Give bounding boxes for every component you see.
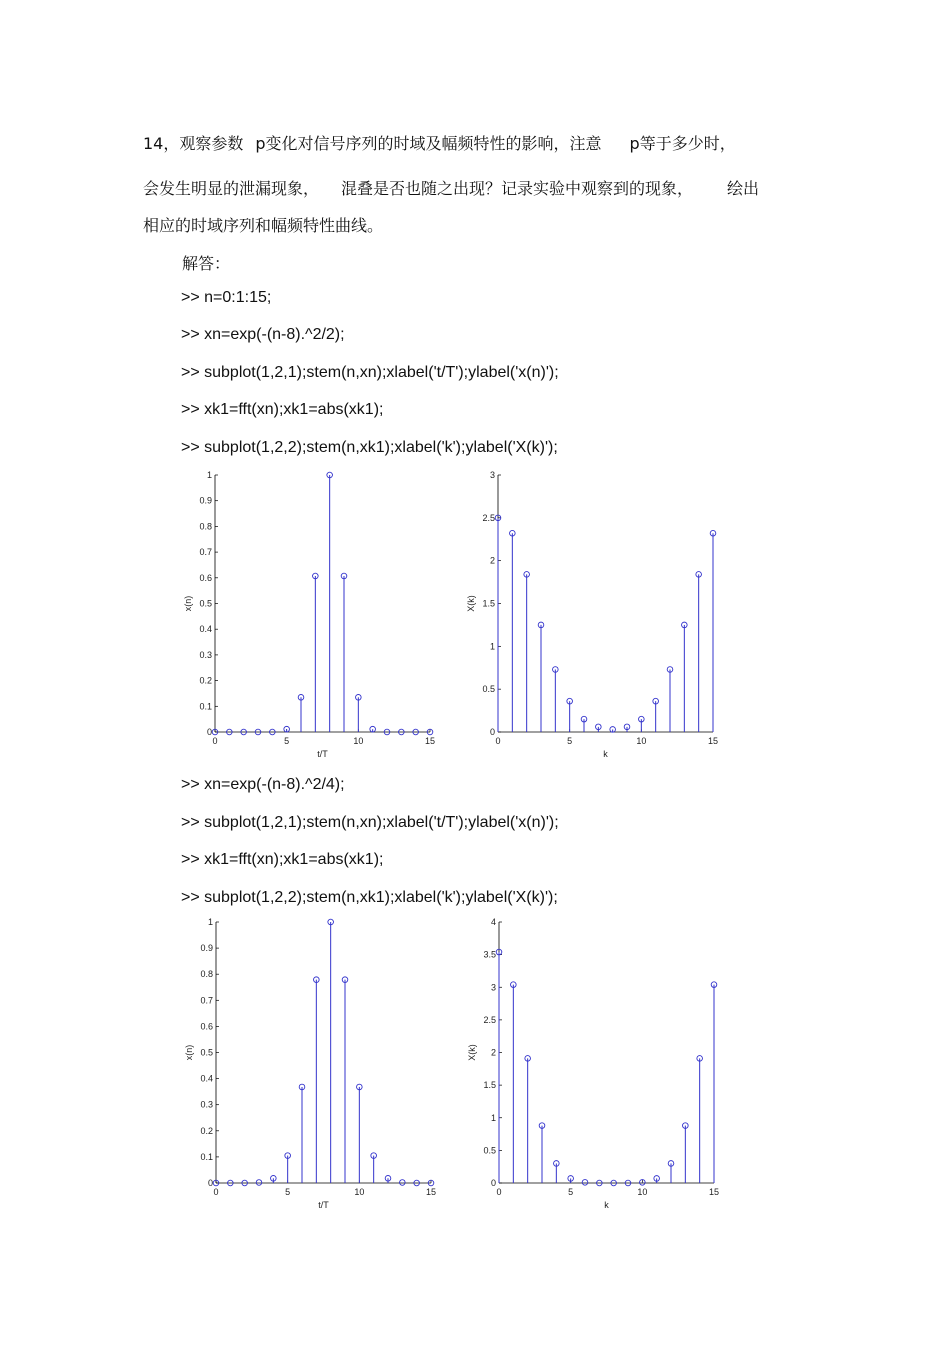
x-tick-label: 5	[285, 1187, 291, 1197]
y-tick-label: 0.7	[200, 995, 213, 1006]
x-tick-label: 0	[212, 736, 218, 746]
y-tick-label: 0	[490, 1178, 496, 1188]
x-tick-label: 15	[424, 736, 436, 746]
y-tick-label: 0.6	[200, 1021, 213, 1032]
answer-label: 解答：	[182, 254, 231, 273]
x-tick-label: 15	[425, 1187, 437, 1197]
y-tick-label: 2	[489, 555, 495, 566]
y-tick-label: 0	[489, 727, 495, 737]
y-axis-label: X(k)	[466, 595, 476, 612]
question-line-1	[143, 131, 736, 154]
y-tick-label: 3.5	[483, 949, 496, 960]
y-tick-label: 1	[206, 470, 212, 480]
y-tick-label: 0.4	[200, 1073, 213, 1084]
y-tick-label: 1	[489, 641, 495, 652]
code-line: >> xk1=fft(xn);xk1=abs(xk1);	[181, 851, 384, 868]
x-axis-label: k	[603, 749, 608, 759]
code-line: >> xn=exp(-(n-8).^2/4);	[181, 776, 345, 793]
x-tick-label: 0	[213, 1187, 219, 1197]
y-tick-label: 3	[490, 982, 496, 993]
x-tick-label: 15	[707, 736, 719, 746]
stem-plot-xn-2	[180, 914, 450, 1214]
code-line: >> xn=exp(-(n-8).^2/2);	[181, 326, 345, 343]
x-tick-label: 0	[495, 736, 501, 746]
x-tick-label: 5	[284, 736, 290, 746]
y-tick-label: 1	[207, 917, 213, 927]
y-tick-label: 0.7	[199, 547, 212, 558]
x-axis-label: t/T	[317, 749, 328, 759]
y-tick-label: 2.5	[483, 1014, 496, 1025]
code-line: >> subplot(1,2,2);stem(n,xk1);xlabel('k');ylabel('X(k)');	[181, 439, 558, 456]
question-part-1c: p等于多少时，	[629, 134, 736, 153]
code-line: >> n=0:1:15;	[181, 289, 272, 306]
x-axis-label: t/T	[318, 1200, 329, 1210]
y-tick-label: 0.2	[200, 1125, 213, 1136]
y-tick-label: 0.5	[483, 1145, 496, 1156]
x-tick-label: 0	[496, 1187, 502, 1197]
code-line: >> subplot(1,2,2);stem(n,xk1);xlabel('k');ylabel('X(k)');	[181, 889, 558, 906]
code-line: >> subplot(1,2,1);stem(n,xn);xlabel('t/T');ylabel('x(n)');	[181, 814, 559, 831]
y-tick-label: 0.5	[200, 1047, 213, 1058]
y-axis-label: x(n)	[183, 595, 193, 612]
y-tick-label: 0.9	[200, 943, 213, 954]
y-axis-label: x(n)	[184, 1044, 194, 1061]
y-tick-label: 0.5	[199, 598, 212, 609]
stem-plot-xk-2	[460, 914, 730, 1214]
y-tick-label: 0.6	[199, 572, 212, 583]
y-tick-label: 0.1	[200, 1151, 213, 1162]
y-tick-label: 1.5	[482, 598, 495, 609]
y-tick-label: 0	[207, 1178, 213, 1188]
y-tick-label: 0.3	[199, 649, 212, 660]
y-tick-label: 0.8	[199, 521, 212, 532]
stem-plot-xn-1	[180, 466, 450, 766]
question-part-2b: 混叠是否也随之出现？记录实验中观察到的现象，	[341, 179, 694, 198]
question-part-1b: p变化对信号序列的时域及幅频特性的影响，注意	[255, 134, 602, 153]
y-tick-label: 3	[489, 470, 495, 480]
y-tick-label: 0.9	[199, 495, 212, 506]
x-tick-label: 15	[708, 1187, 720, 1197]
x-tick-label: 5	[567, 736, 573, 746]
y-tick-label: 1	[490, 1112, 496, 1123]
y-tick-label: 0.8	[200, 969, 213, 980]
question-part-1a: 14，观察参数	[143, 134, 244, 153]
x-tick-label: 10	[637, 1187, 648, 1197]
question-part-2c: 绘出	[727, 179, 760, 198]
question-line-2	[143, 176, 759, 199]
question-line-3: 相应的时域序列和幅频特性曲线。	[143, 216, 384, 235]
y-tick-label: 0.3	[200, 1099, 213, 1110]
stem-marker	[582, 1180, 588, 1186]
y-tick-label: 0.4	[199, 624, 212, 635]
y-tick-label: 2	[490, 1047, 496, 1058]
stem-plot-xk-1	[460, 466, 730, 766]
question-part-2a: 会发生明显的泄漏现象，	[143, 179, 320, 198]
code-line: >> xk1=fft(xn);xk1=abs(xk1);	[181, 401, 384, 418]
x-tick-label: 10	[353, 736, 364, 746]
y-tick-label: 0.5	[482, 684, 495, 695]
y-tick-label: 2.5	[482, 512, 495, 523]
x-tick-label: 10	[354, 1187, 365, 1197]
y-tick-label: 0.1	[199, 701, 212, 712]
y-tick-label: 4	[490, 917, 496, 927]
code-line: >> subplot(1,2,1);stem(n,xn);xlabel('t/T');ylabel('x(n)');	[181, 364, 559, 381]
x-tick-label: 10	[636, 736, 647, 746]
x-tick-label: 5	[568, 1187, 574, 1197]
y-tick-label: 0.2	[199, 675, 212, 686]
x-axis-label: k	[604, 1200, 609, 1210]
y-tick-label: 0	[206, 727, 212, 737]
y-axis-label: X(k)	[467, 1044, 477, 1061]
y-tick-label: 1.5	[483, 1080, 496, 1091]
